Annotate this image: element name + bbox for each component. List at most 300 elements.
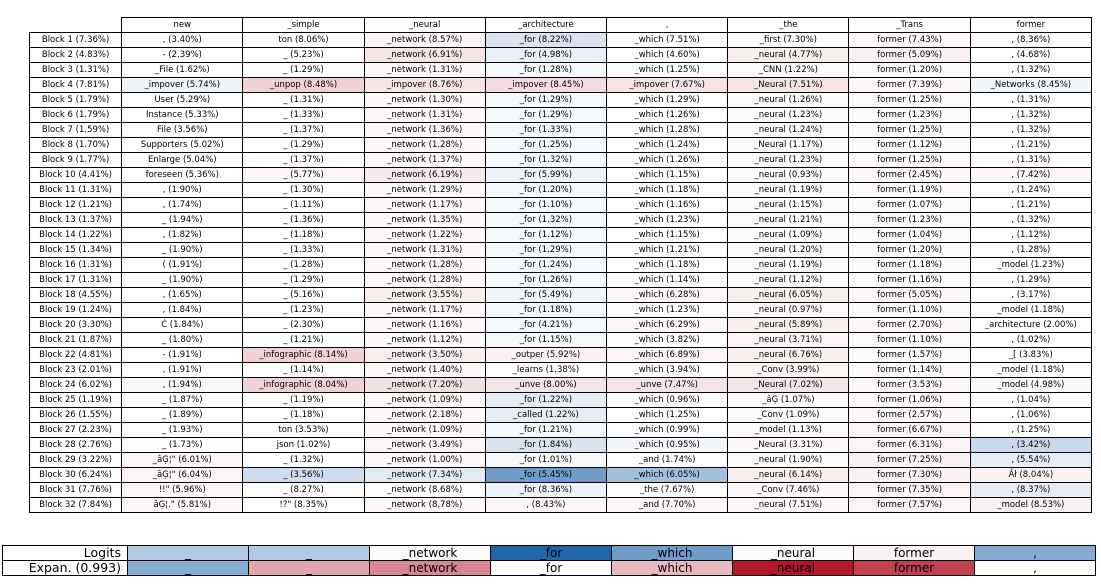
heatmap-cell: , (7.42%)	[970, 168, 1091, 183]
heatmap-cell: _which (6.05%)	[607, 468, 728, 483]
heatmap-cell: _outper (5.92%)	[485, 348, 606, 363]
heatmap-cell: _the (7.67%)	[607, 483, 728, 498]
heatmap-cell: _for (1.29%)	[485, 108, 606, 123]
block-row	[30, 378, 1092, 393]
heatmap-cell: , (1.02%)	[970, 333, 1091, 348]
heatmap-cell: ton (3.53%)	[243, 423, 364, 438]
column-header: _the	[728, 18, 849, 33]
heatmap-cell: _for (5.99%)	[485, 168, 606, 183]
heatmap-cell: former (6.67%)	[849, 423, 970, 438]
heatmap-cell: , (1.29%)	[970, 273, 1091, 288]
row-label: Block 31 (7.76%)	[30, 483, 122, 498]
summary-row-label: Expan. (0.993)	[3, 561, 128, 576]
summary-cell: _	[249, 561, 370, 576]
heatmap-cell: _which (1.28%)	[607, 123, 728, 138]
heatmap-cell: _network (8.57%)	[364, 33, 485, 48]
heatmap-cell: former (1.16%)	[849, 273, 970, 288]
heatmap-cell: _neural (1.26%)	[728, 93, 849, 108]
heatmap-cell: _ (1.32%)	[243, 453, 364, 468]
heatmap-cell: _network (1.28%)	[364, 258, 485, 273]
heatmap-cell: , (1.82%)	[122, 228, 243, 243]
heatmap-cell: former (5.05%)	[849, 288, 970, 303]
heatmap-cell: _impover (8.76%)	[364, 78, 485, 93]
heatmap-cell: _network (1.22%)	[364, 228, 485, 243]
heatmap-cell: _ (8.27%)	[243, 483, 364, 498]
block-row	[30, 498, 1092, 513]
heatmap-cell: _ (1.29%)	[243, 63, 364, 78]
block-row	[30, 228, 1092, 243]
heatmap-cell: _network (3.49%)	[364, 438, 485, 453]
heatmap-cell: _ (3.56%)	[243, 468, 364, 483]
summary-cell: _neural	[733, 546, 854, 561]
heatmap-cell: _neural (6.76%)	[728, 348, 849, 363]
heatmap-cell: _network (1.17%)	[364, 198, 485, 213]
heatmap-cell: _network (7.34%)	[364, 468, 485, 483]
heatmap-cell: _learns (1.38%)	[485, 363, 606, 378]
heatmap-cell: former (7.57%)	[849, 498, 970, 513]
heatmap-cell: , (1.24%)	[970, 183, 1091, 198]
heatmap-cell: _ (1.90%)	[122, 243, 243, 258]
row-label: Block 11 (1.31%)	[30, 183, 122, 198]
heatmap-cell: _and (1.74%)	[607, 453, 728, 468]
heatmap-cell: User (5.29%)	[122, 93, 243, 108]
heatmap-cell: _network (1.09%)	[364, 423, 485, 438]
heatmap-cell: _model (1.18%)	[970, 363, 1091, 378]
heatmap-cell: _âĢ (1.07%)	[728, 393, 849, 408]
heatmap-cell: _ (5.23%)	[243, 48, 364, 63]
heatmap-cell: , (1.21%)	[970, 198, 1091, 213]
heatmap-cell: , (1.32%)	[970, 123, 1091, 138]
heatmap-cell: former (2.70%)	[849, 318, 970, 333]
summary-row	[3, 561, 1096, 576]
block-row	[30, 363, 1092, 378]
block-row	[30, 48, 1092, 63]
block-row	[30, 468, 1092, 483]
heatmap-cell: _Neural (7.02%)	[728, 378, 849, 393]
heatmap-cell: - (2.39%)	[122, 48, 243, 63]
row-label: Block 3 (1.31%)	[30, 63, 122, 78]
heatmap-cell: former (1.07%)	[849, 198, 970, 213]
heatmap-cell: _network (1.28%)	[364, 273, 485, 288]
row-label: Block 13 (1.37%)	[30, 213, 122, 228]
heatmap-cell: _ (1.73%)	[122, 438, 243, 453]
heatmap-cell: _network (1.36%)	[364, 123, 485, 138]
heatmap-cell: _Networks (8.45%)	[970, 78, 1091, 93]
heatmap-cell: _which (1.16%)	[607, 198, 728, 213]
heatmap-cell: _which (1.26%)	[607, 153, 728, 168]
heatmap-cell: _Neural (1.17%)	[728, 138, 849, 153]
summary-cell: _for	[491, 546, 612, 561]
heatmap-cell: _neural (1.19%)	[728, 258, 849, 273]
heatmap-cell: - (1.91%)	[122, 348, 243, 363]
heatmap-cell: _for (1.22%)	[485, 393, 606, 408]
heatmap-cell: _for (1.25%)	[485, 138, 606, 153]
row-label: Block 28 (2.76%)	[30, 438, 122, 453]
row-label: Block 26 (1.55%)	[30, 408, 122, 423]
heatmap-cell: _network (1.12%)	[364, 333, 485, 348]
row-label: Block 7 (1.59%)	[30, 123, 122, 138]
heatmap-cell: former (1.25%)	[849, 123, 970, 138]
heatmap-cell: , (1.90%)	[122, 183, 243, 198]
heatmap-cell: , (3.42%)	[970, 438, 1091, 453]
heatmap-cell: Ċ (1.84%)	[122, 318, 243, 333]
heatmap-cell: _CNN (1.22%)	[728, 63, 849, 78]
block-row	[30, 333, 1092, 348]
heatmap-cell: , (1.32%)	[970, 213, 1091, 228]
heatmap-cell: _for (5.49%)	[485, 288, 606, 303]
heatmap-cell: , (3.17%)	[970, 288, 1091, 303]
heatmap-cell: _Conv (1.09%)	[728, 408, 849, 423]
heatmap-cell: _ (1.28%)	[243, 258, 364, 273]
block-row	[30, 318, 1092, 333]
heatmap-cell: _model (1.23%)	[970, 258, 1091, 273]
block-row	[30, 33, 1092, 48]
column-header: _Trans	[849, 18, 970, 33]
heatmap-cell: _File (1.62%)	[122, 63, 243, 78]
heatmap-cell: , (1.91%)	[122, 363, 243, 378]
heatmap-cell: ( (1.91%)	[122, 258, 243, 273]
row-label: Block 24 (6.02%)	[30, 378, 122, 393]
heatmap-cell: Instance (5.33%)	[122, 108, 243, 123]
heatmap-cell: _infographic (8.04%)	[243, 378, 364, 393]
heatmap-cell: , (1.04%)	[970, 393, 1091, 408]
heatmap-cell: former (1.23%)	[849, 108, 970, 123]
block-row	[30, 198, 1092, 213]
heatmap-cell: _which (1.23%)	[607, 303, 728, 318]
heatmap-cell: _ (1.21%)	[243, 333, 364, 348]
heatmap-cell: , (1.94%)	[122, 378, 243, 393]
heatmap-cell: _which (3.94%)	[607, 363, 728, 378]
block-row	[30, 213, 1092, 228]
heatmap-cell: former (7.39%)	[849, 78, 970, 93]
heatmap-cell: _Neural (3.31%)	[728, 438, 849, 453]
heatmap-cell: former (1.18%)	[849, 258, 970, 273]
heatmap-cell: _for (1.26%)	[485, 273, 606, 288]
heatmap-cell: _neural (1.12%)	[728, 273, 849, 288]
heatmap-cell: _network (1.09%)	[364, 393, 485, 408]
summary-cell: ,	[975, 546, 1096, 561]
heatmap-cell: _model (1.13%)	[728, 423, 849, 438]
block-row	[30, 483, 1092, 498]
heatmap-cell: _for (1.84%)	[485, 438, 606, 453]
heatmap-cell: _impover (5.74%)	[122, 78, 243, 93]
heatmap-cell: former (1.12%)	[849, 138, 970, 153]
heatmap-cell: , (1.74%)	[122, 198, 243, 213]
heatmap-cell: _which (7.51%)	[607, 33, 728, 48]
heatmap-cell: , (1.28%)	[970, 243, 1091, 258]
heatmap-cell: _ (1.80%)	[122, 333, 243, 348]
heatmap-cell: _for (1.32%)	[485, 153, 606, 168]
heatmap-cell: _unve (7.47%)	[607, 378, 728, 393]
row-label: Block 10 (4.41%)	[30, 168, 122, 183]
heatmap-cell: _network (1.37%)	[364, 153, 485, 168]
heatmap-cell: former (7.30%)	[849, 468, 970, 483]
heatmap-cell: _âĢ¦" (6.04%)	[122, 468, 243, 483]
heatmap-cell: _Conv (3.99%)	[728, 363, 849, 378]
heatmap-cell: _which (6.89%)	[607, 348, 728, 363]
summary-cell: former	[854, 561, 975, 576]
heatmap-cell: _for (1.01%)	[485, 453, 606, 468]
heatmap-cell: _ (1.33%)	[243, 243, 364, 258]
heatmap-cell: _impover (7.67%)	[607, 78, 728, 93]
block-row	[30, 453, 1092, 468]
row-label: Block 27 (2.23%)	[30, 423, 122, 438]
heatmap-cell: _which (1.25%)	[607, 63, 728, 78]
heatmap-cell: ton (8.06%)	[243, 33, 364, 48]
heatmap-cell: _network (3.50%)	[364, 348, 485, 363]
summary-cell: _neural	[733, 561, 854, 576]
heatmap-cell: _which (1.15%)	[607, 228, 728, 243]
heatmap-cell: _network (6.91%)	[364, 48, 485, 63]
heatmap-cell: _impover (8.45%)	[485, 78, 606, 93]
heatmap-cell: _for (5.45%)	[485, 468, 606, 483]
header-blank-cell	[30, 18, 122, 33]
heatmap-cell: , (1.31%)	[970, 153, 1091, 168]
block-row	[30, 438, 1092, 453]
row-label: Block 30 (6.24%)	[30, 468, 122, 483]
heatmap-cell: _network (1.28%)	[364, 138, 485, 153]
heatmap-cell: former (1.06%)	[849, 393, 970, 408]
heatmap-cell: _for (1.33%)	[485, 123, 606, 138]
heatmap-cell: _network (1.31%)	[364, 243, 485, 258]
row-label: Block 32 (7.84%)	[30, 498, 122, 513]
summary-cell: _	[249, 546, 370, 561]
row-label: Block 5 (1.79%)	[30, 93, 122, 108]
heatmap-cell: former (3.53%)	[849, 378, 970, 393]
heatmap-cell: , (8.36%)	[970, 33, 1091, 48]
heatmap-cell: , (1.06%)	[970, 408, 1091, 423]
heatmap-cell: former (2.57%)	[849, 408, 970, 423]
heatmap-cell: _which (0.99%)	[607, 423, 728, 438]
heatmap-cell: _ (1.36%)	[243, 213, 364, 228]
heatmap-cell: _network (1.29%)	[364, 183, 485, 198]
heatmap-cell: _which (3.82%)	[607, 333, 728, 348]
row-label: Block 29 (3.22%)	[30, 453, 122, 468]
heatmap-cell: _for (1.15%)	[485, 333, 606, 348]
row-label: Block 17 (1.31%)	[30, 273, 122, 288]
heatmap-cell: _network (1.31%)	[364, 63, 485, 78]
summary-row	[3, 546, 1096, 561]
heatmap-cell: _neural (7.51%)	[728, 498, 849, 513]
heatmap-cell: _ (1.23%)	[243, 303, 364, 318]
heatmap-cell: _neural (6.05%)	[728, 288, 849, 303]
heatmap-cell: _neural (1.23%)	[728, 153, 849, 168]
block-row	[30, 348, 1092, 363]
summary-table	[2, 545, 1096, 576]
heatmap-cell: former (1.10%)	[849, 303, 970, 318]
heatmap-cell: _ (1.30%)	[243, 183, 364, 198]
heatmap-cell: foreseen (5.36%)	[122, 168, 243, 183]
summary-cell: ,	[975, 561, 1096, 576]
block-row	[30, 288, 1092, 303]
heatmap-cell: _first (7.30%)	[728, 33, 849, 48]
heatmap-cell: _neural (1.15%)	[728, 198, 849, 213]
heatmap-cell: _which (1.25%)	[607, 408, 728, 423]
heatmap-cell: former (1.23%)	[849, 213, 970, 228]
block-row	[30, 243, 1092, 258]
column-header: _architecture	[485, 18, 606, 33]
heatmap-cell: former (1.25%)	[849, 153, 970, 168]
heatmap-cell: _network (1.17%)	[364, 303, 485, 318]
heatmap-cell: _which (1.15%)	[607, 168, 728, 183]
heatmap-cell: _which (0.96%)	[607, 393, 728, 408]
heatmap-cell: Âł (8.04%)	[970, 468, 1091, 483]
heatmap-cell: _ (1.90%)	[122, 273, 243, 288]
heatmap-cell: , (1.31%)	[970, 93, 1091, 108]
heatmap-cell: _ (5.77%)	[243, 168, 364, 183]
block-row	[30, 138, 1092, 153]
row-label: Block 21 (1.87%)	[30, 333, 122, 348]
heatmap-cell: , (1.25%)	[970, 423, 1091, 438]
summary-row-label: Logits	[3, 546, 128, 561]
block-row	[30, 303, 1092, 318]
block-row	[30, 168, 1092, 183]
heatmap-cell: _ (1.37%)	[243, 153, 364, 168]
heatmap-cell: _for (1.29%)	[485, 93, 606, 108]
heatmap-cell: _model (8.53%)	[970, 498, 1091, 513]
heatmap-cell: _network (8.78%)	[364, 498, 485, 513]
heatmap-cell: Supporters (5.02%)	[122, 138, 243, 153]
heatmap-cell: _neural (4.77%)	[728, 48, 849, 63]
heatmap-cell: _ (1.29%)	[243, 138, 364, 153]
heatmap-cell: _network (1.16%)	[364, 318, 485, 333]
heatmap-cell: _neural (0.93%)	[728, 168, 849, 183]
heatmap-cell: _model (4.98%)	[970, 378, 1091, 393]
heatmap-cell: _ (5.16%)	[243, 288, 364, 303]
heatmap-cell: , (1.84%)	[122, 303, 243, 318]
heatmap-cell: _neural (0.97%)	[728, 303, 849, 318]
heatmap-cell: _neural (1.09%)	[728, 228, 849, 243]
heatmap-cell: _for (4.21%)	[485, 318, 606, 333]
block-row	[30, 423, 1092, 438]
header-row	[30, 18, 1092, 33]
summary-cell: _network	[370, 546, 491, 561]
heatmap-cell: !?" (8.35%)	[243, 498, 364, 513]
heatmap-cell: _network (1.35%)	[364, 213, 485, 228]
block-row	[30, 78, 1092, 93]
block-row	[30, 408, 1092, 423]
heatmap-cell: _Neural (7.51%)	[728, 78, 849, 93]
heatmap-cell: _ (1.29%)	[243, 273, 364, 288]
heatmap-cell: _network (1.40%)	[364, 363, 485, 378]
row-label: Block 20 (3.30%)	[30, 318, 122, 333]
heatmap-cell: former (1.14%)	[849, 363, 970, 378]
row-label: Block 19 (1.24%)	[30, 303, 122, 318]
summary-cell: _	[128, 561, 249, 576]
heatmap-cell: _network (1.00%)	[364, 453, 485, 468]
summary-cell: _which	[612, 546, 733, 561]
block-row	[30, 108, 1092, 123]
heatmap-cell: _network (1.31%)	[364, 108, 485, 123]
heatmap-cell: former (7.43%)	[849, 33, 970, 48]
heatmap-cell: _for (4.98%)	[485, 48, 606, 63]
heatmap-cell: _for (1.10%)	[485, 198, 606, 213]
heatmap-cell: former (1.20%)	[849, 63, 970, 78]
heatmap-cell: _neural (1.19%)	[728, 183, 849, 198]
heatmap-cell: _Conv (7.46%)	[728, 483, 849, 498]
column-header: former	[970, 18, 1091, 33]
block-row	[30, 93, 1092, 108]
column-header: ,	[607, 18, 728, 33]
column-header: _simple	[243, 18, 364, 33]
heatmap-cell: _ (1.18%)	[243, 408, 364, 423]
row-label: Block 1 (7.36%)	[30, 33, 122, 48]
row-label: Block 14 (1.22%)	[30, 228, 122, 243]
heatmap-cell: _for (1.21%)	[485, 423, 606, 438]
heatmap-cell: , (3.40%)	[122, 33, 243, 48]
heatmap-cell: , (1.65%)	[122, 288, 243, 303]
heatmap-cell: _which (6.28%)	[607, 288, 728, 303]
heatmap-cell: _neural (5.89%)	[728, 318, 849, 333]
heatmap-cell: former (1.20%)	[849, 243, 970, 258]
heatmap-cell: _for (1.24%)	[485, 258, 606, 273]
heatmap-cell: _ (1.89%)	[122, 408, 243, 423]
heatmap-table	[29, 17, 1092, 513]
heatmap-cell: _for (1.29%)	[485, 243, 606, 258]
heatmap-cell: _neural (1.90%)	[728, 453, 849, 468]
heatmap-cell: _neural (3.71%)	[728, 333, 849, 348]
heatmap-cell: âĢ¦." (5.81%)	[122, 498, 243, 513]
heatmap-cell: _which (1.24%)	[607, 138, 728, 153]
block-row	[30, 393, 1092, 408]
heatmap-cell: _ (1.94%)	[122, 213, 243, 228]
heatmap-cell: _for (8.22%)	[485, 33, 606, 48]
row-label: Block 22 (4.81%)	[30, 348, 122, 363]
heatmap-cell: _for (1.18%)	[485, 303, 606, 318]
heatmap-cell: _network (2.18%)	[364, 408, 485, 423]
heatmap-cell: _for (1.32%)	[485, 213, 606, 228]
heatmap-cell: !!" (5.96%)	[122, 483, 243, 498]
heatmap-cell: json (1.02%)	[243, 438, 364, 453]
heatmap-cell: _called (1.22%)	[485, 408, 606, 423]
column-header: _neural	[364, 18, 485, 33]
heatmap-cell: _ (2.30%)	[243, 318, 364, 333]
row-label: Block 15 (1.34%)	[30, 243, 122, 258]
heatmap-cell: _neural (1.23%)	[728, 108, 849, 123]
heatmap-cell: _network (1.30%)	[364, 93, 485, 108]
summary-cell: _which	[612, 561, 733, 576]
heatmap-cell: _which (1.26%)	[607, 108, 728, 123]
heatmap-cell: former (1.10%)	[849, 333, 970, 348]
heatmap-cell: former (1.19%)	[849, 183, 970, 198]
summary-cell: _for	[491, 561, 612, 576]
block-row	[30, 258, 1092, 273]
row-label: Block 2 (4.83%)	[30, 48, 122, 63]
summary-cell: _	[128, 546, 249, 561]
summary-cell: _network	[370, 561, 491, 576]
heatmap-cell: , (1.32%)	[970, 63, 1091, 78]
heatmap-cell: _unve (8.00%)	[485, 378, 606, 393]
heatmap-cell: _which (1.29%)	[607, 93, 728, 108]
heatmap-cell: , (4.68%)	[970, 48, 1091, 63]
heatmap-cell: _ (1.31%)	[243, 93, 364, 108]
heatmap-cell: _ (1.33%)	[243, 108, 364, 123]
heatmap-cell: _ (1.14%)	[243, 363, 364, 378]
heatmap-cell: , (1.32%)	[970, 108, 1091, 123]
column-header: new	[122, 18, 243, 33]
heatmap-cell: _ (1.18%)	[243, 228, 364, 243]
heatmap-cell: _which (0.95%)	[607, 438, 728, 453]
block-row	[30, 183, 1092, 198]
heatmap-cell: _network (6.19%)	[364, 168, 485, 183]
heatmap-cell: _ (1.87%)	[122, 393, 243, 408]
heatmap-cell: _network (7.20%)	[364, 378, 485, 393]
heatmap-cell: former (2.45%)	[849, 168, 970, 183]
row-label: Block 12 (1.21%)	[30, 198, 122, 213]
row-label: Block 4 (7.81%)	[30, 78, 122, 93]
heatmap-cell: _neural (1.21%)	[728, 213, 849, 228]
heatmap-cell: _network (3.55%)	[364, 288, 485, 303]
